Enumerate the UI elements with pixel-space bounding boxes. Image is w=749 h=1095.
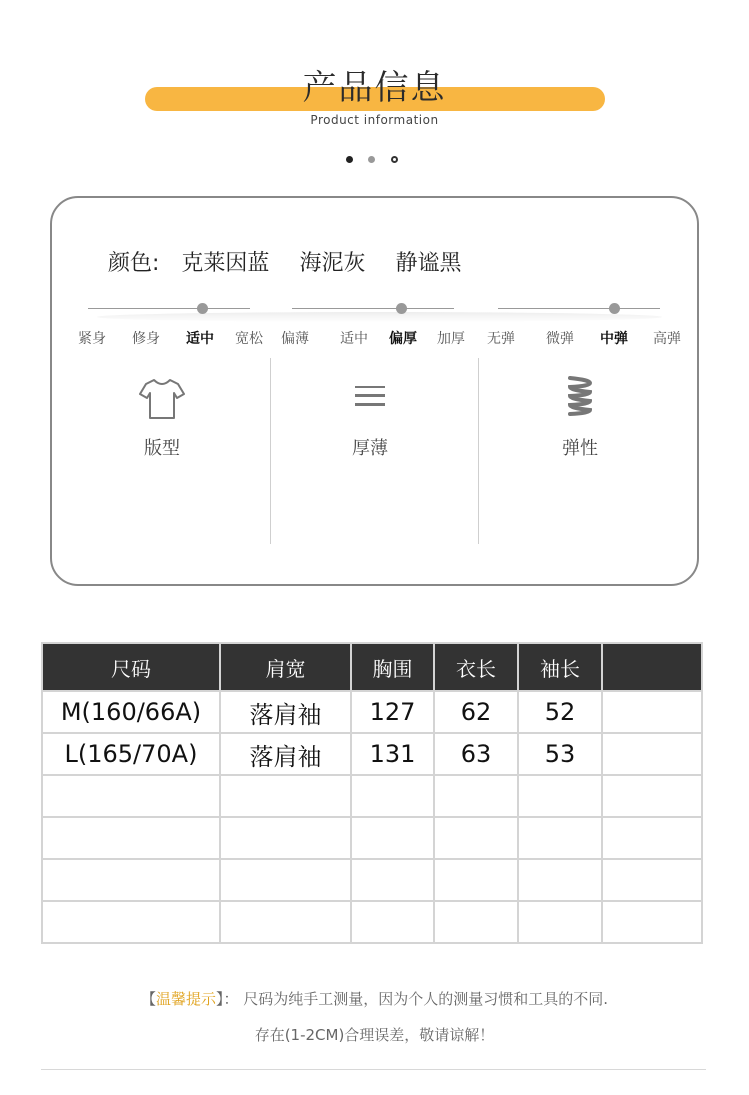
size-table [41,642,703,944]
table-header-cell: 尺码 [42,643,220,691]
table-cell: 127 [351,691,434,733]
color-value: 静谧黑 [395,251,462,276]
color-value: 克莱因蓝 [181,251,270,276]
fit-scale-marker [197,303,208,314]
color-value: 海泥灰 [299,251,366,276]
table-header-cell: 衣长 [434,643,518,691]
table-cell: 52 [518,691,602,733]
table-header-row [42,643,702,691]
option-label: 加厚 [437,331,465,347]
table-row [42,733,702,775]
table-cell [42,775,220,817]
section-title: 产品信息 [302,68,447,108]
table-header-cell: 袖长 [518,643,602,691]
table-row [42,775,702,817]
table-cell [434,775,518,817]
color-label: 颜色: [108,251,160,276]
table-cell [351,859,434,901]
tshirt-icon [138,374,186,422]
table-cell [602,691,702,733]
table-header-cell: 胸围 [351,643,434,691]
table-cell [518,775,602,817]
table-cell [42,901,220,943]
table-cell [602,859,702,901]
table-header-cell [602,643,702,691]
table-cell: 落肩袖 [220,691,351,733]
table-row [42,859,702,901]
table-cell: 63 [434,733,518,775]
elasticity-scale-line [498,308,660,309]
option-label-selected: 中弹 [600,331,628,347]
tip-highlight: 温馨提示 [155,990,216,1008]
attribute-label: 版型 [144,438,180,459]
table-cell [220,901,351,943]
table-cell [351,901,434,943]
fit-scale-line [88,308,250,309]
table-cell [220,775,351,817]
table-cell [602,733,702,775]
table-cell [518,817,602,859]
table-cell: M(160/66A) [42,691,220,733]
table-cell: 53 [518,733,602,775]
thickness-scale-marker [396,303,407,314]
table-cell [518,901,602,943]
elasticity-scale-marker [609,303,620,314]
table-cell [518,859,602,901]
attribute-label: 弹性 [562,438,598,459]
section-header [0,0,749,180]
tip-line-1 [0,988,749,1009]
product-info-card [50,196,699,586]
table-cell: L(165/70A) [42,733,220,775]
option-label: 宽松 [235,331,263,347]
table-cell [602,817,702,859]
option-label: 紧身 [78,331,106,347]
dot-gray [368,156,375,163]
option-label: 偏薄 [281,331,309,347]
divider-shadow [97,312,662,322]
table-cell: 131 [351,733,434,775]
table-cell [220,817,351,859]
tip-bracket: 【 [140,990,156,1008]
option-label: 无弹 [487,331,515,347]
table-row [42,691,702,733]
option-label: 修身 [132,331,160,347]
table-cell [220,859,351,901]
attribute-fit [62,374,262,524]
section-subtitle: Product information [310,113,439,127]
tip-line-2: 存在(1-2CM)合理误差，敬请谅解！ [254,1026,495,1044]
option-label-selected: 偏厚 [389,331,417,347]
color-options [108,246,461,277]
attribute-elasticity [480,374,680,524]
dot-outline [391,156,398,163]
table-cell [602,901,702,943]
spring-icon [556,374,604,422]
column-divider [478,358,479,544]
table-cell [42,817,220,859]
table-cell [42,859,220,901]
pagination-dots [346,156,406,166]
attribute-label: 厚薄 [352,438,388,459]
thickness-scale-line [292,308,454,309]
option-label: 高弹 [653,331,681,347]
table-row [42,901,702,943]
table-cell [602,775,702,817]
tip-text: ： 尺码为纯手工测量，因为个人的测量习惯和工具的不同. [223,990,609,1008]
table-cell: 62 [434,691,518,733]
option-label: 微弹 [546,331,574,347]
table-cell [434,859,518,901]
table-cell [351,817,434,859]
attribute-thickness [270,374,470,524]
option-label-selected: 适中 [186,331,214,347]
table-cell [434,817,518,859]
layers-icon [346,374,394,422]
option-label: 适中 [340,331,368,347]
table-header-cell: 肩宽 [220,643,351,691]
table-cell: 落肩袖 [220,733,351,775]
table-row [42,817,702,859]
table-cell [351,775,434,817]
tip-bracket: 】 [215,990,224,1008]
dot-filled [346,156,353,163]
table-cell [434,901,518,943]
bottom-divider [41,1069,706,1070]
